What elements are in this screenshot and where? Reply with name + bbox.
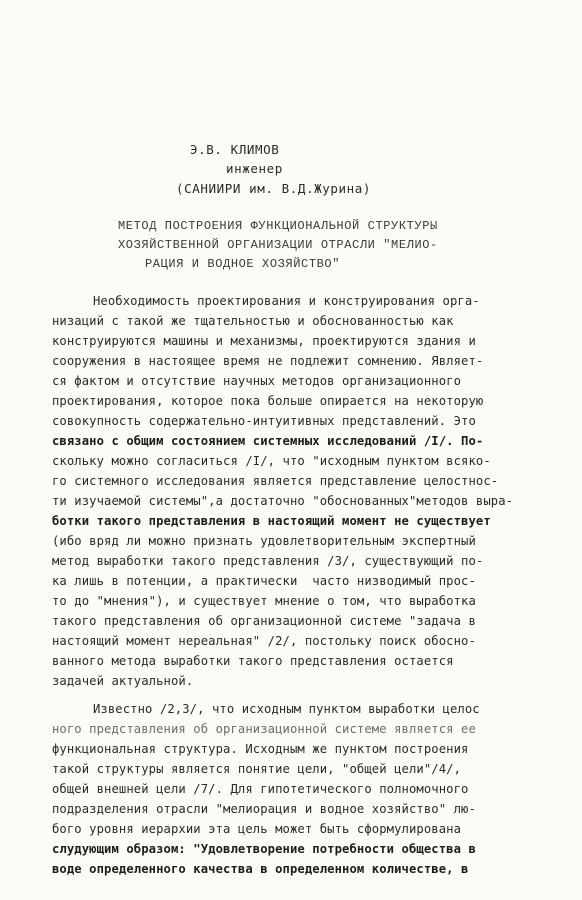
body-line: проектирования, которое пока больше опирается на некоторую <box>52 394 484 408</box>
body-line: то до "мнения"), и существует мнение о том, что выработка <box>52 594 476 608</box>
body-line: ся фактом и отсутствие научных методов организационного <box>52 374 462 388</box>
body-line: бого уровня иерархии эта цель может быть сформулирована <box>52 822 462 836</box>
author-name: Э.В. КЛИМОВ <box>190 142 280 157</box>
article-title-line-3: РАЦИЯ И ВОДНОЕ ХОЗЯЙСТВО" <box>145 257 341 271</box>
body-line: (ибо вряд ли можно признать удовлетворительным экспертный <box>52 534 476 548</box>
body-line: связано с общим состоянием системных исследований /I/. По- <box>52 434 484 448</box>
body-line: такой структуры является понятие цели, "общей цели"/4/, <box>52 762 462 776</box>
body-line: воде определенного качества в определенном количестве, в <box>52 862 469 876</box>
body-line: ного представления об организационной системе является ее <box>52 722 476 736</box>
body-line: низаций с такой же тщательностью и обоснованностью как <box>52 314 454 328</box>
body-line: такого представления об организационной системе "задача в <box>52 614 476 628</box>
body-line: совокупность содержательно-интуитивных представлений. Это <box>52 414 476 428</box>
body-line: конструируются машины и механизмы, проектируются здания и <box>52 334 476 348</box>
body-line: Необходимость проектирования и конструирования орга- <box>93 294 480 308</box>
body-line: сооружения в настоящее время не подлежит сомнению. Являет- <box>52 354 484 368</box>
article-title-line-2: ХОЗЯЙСТВЕННОЙ ОРГАНИЗАЦИИ ОТРАСЛИ "МЕЛИО- <box>118 238 438 252</box>
body-line: Известно /2,3/, что исходным пунктом выработки целос <box>93 702 480 716</box>
body-line: настоящий момент нереальная" /2/, постольку поиск обосно- <box>52 634 476 648</box>
body-line: ти изучаемой системы",а достаточно "обоснованных"методов выра- <box>52 494 514 508</box>
body-line: подразделения отрасли "мелиорация и водное хозяйство" лю- <box>52 802 476 816</box>
body-line: ботки такого представления в настоящий момент не существует <box>52 514 491 528</box>
author-position: инженер <box>226 161 283 176</box>
body-line: общей внешней цели /7/. Для гипотетического полномочного <box>52 782 469 796</box>
author-affiliation: (САНИИРИ им. В.Д.Журина) <box>176 181 372 196</box>
body-line: метод выработки такого представления /3/, существующий по- <box>52 554 484 568</box>
body-line: го системного исследования является представление целостнос- <box>52 474 499 488</box>
body-line: задачей актуальной. <box>52 674 194 688</box>
body-line: функциональная структура. Исходным же пунктом построения <box>52 742 469 756</box>
article-title-line-1: МЕТОД ПОСТРОЕНИЯ ФУНКЦИОНАЛЬНОЙ СТРУКТУРЫ <box>118 219 438 233</box>
body-line: слудующим образом: "Удовлетворение потребности общества в <box>52 842 476 856</box>
body-line: скольку можно согласиться /I/, что "исходным пунктом всяко- <box>52 454 491 468</box>
body-line: ванного метода выработки такого представления остается <box>52 654 454 668</box>
body-line: ка лишь в потенции, а практически часто низводимый прос- <box>52 574 476 588</box>
